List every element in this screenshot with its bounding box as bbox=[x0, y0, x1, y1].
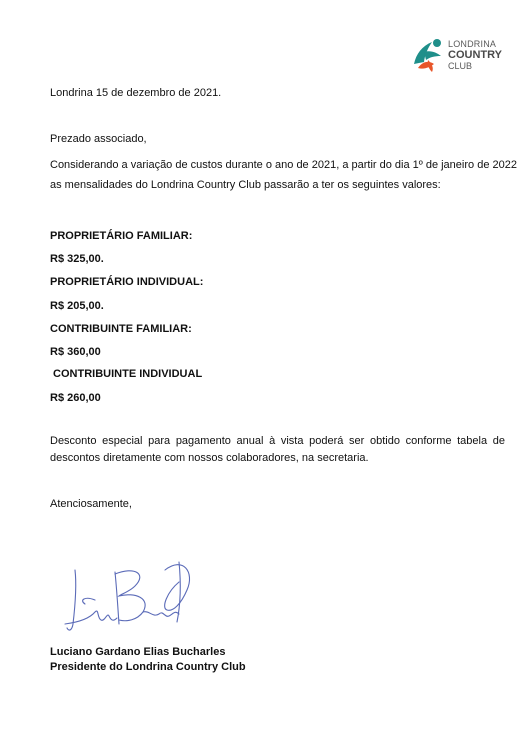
logo-line-londrina: LONDRINA bbox=[448, 39, 497, 49]
fee-label-proprietario-familiar: PROPRIETÁRIO FAMILIAR: bbox=[50, 230, 193, 242]
logo-line-country: COUNTRY bbox=[448, 49, 502, 61]
fee-label-proprietario-individual: PROPRIETÁRIO INDIVIDUAL: bbox=[50, 276, 204, 288]
signer-title: Presidente do Londrina Country Club bbox=[50, 661, 246, 673]
signer-name: Luciano Gardano Elias Bucharles bbox=[50, 646, 226, 658]
fee-value-proprietario-familiar: R$ 325,00. bbox=[50, 253, 104, 265]
logo-wordmark bbox=[448, 39, 520, 71]
fee-label-contribuinte-familiar: CONTRIBUINTE FAMILIAR: bbox=[50, 323, 192, 335]
club-logo bbox=[408, 34, 518, 74]
fee-value-contribuinte-individual: R$ 260,00 bbox=[50, 392, 101, 404]
closing: Atenciosamente, bbox=[50, 498, 132, 510]
greeting: Prezado associado, bbox=[50, 133, 147, 145]
fee-label-contribuinte-individual: CONTRIBUINTE INDIVIDUAL bbox=[50, 368, 203, 380]
leaping-figure-icon bbox=[408, 34, 448, 74]
intro-line-2: as mensalidades do Londrina Country Club passarão a ter os seguintes valores: bbox=[50, 179, 441, 191]
logo-line-club: CLUB bbox=[448, 61, 473, 71]
fee-value-contribuinte-familiar: R$ 360,00 bbox=[50, 346, 101, 358]
handwritten-signature bbox=[55, 552, 205, 642]
intro-line-1: Considerando a variação de custos durante o ano de 2021, a partir do dia 1º de janeiro de 2022 bbox=[50, 159, 517, 171]
date-line: Londrina 15 de dezembro de 2021. bbox=[50, 87, 222, 99]
discount-note: Desconto especial para pagamento anual à vista poderá ser obtido conforme tabela de descontos diretamente com nossos colaboradores, na secretaria. bbox=[50, 435, 505, 464]
fee-value-proprietario-individual: R$ 205,00. bbox=[50, 300, 104, 312]
